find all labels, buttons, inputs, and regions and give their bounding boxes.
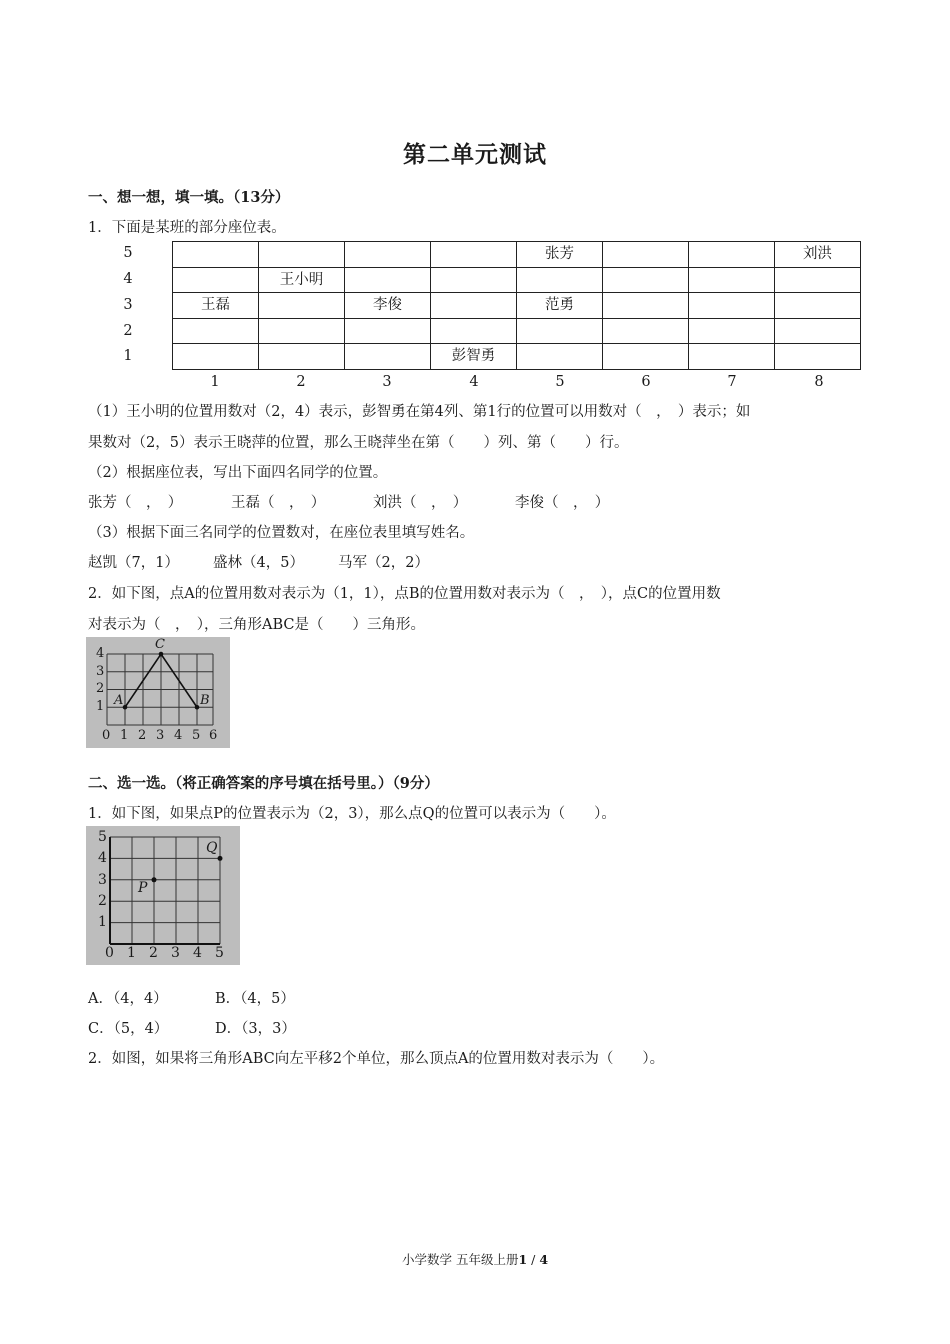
col-label-2: 2 [296, 374, 306, 390]
answer-liuhong: 刘洪（ ， ） [373, 495, 468, 511]
x-tick: 6 [209, 728, 218, 743]
row-label-1: 1 [123, 348, 133, 364]
triangle-figure [86, 637, 230, 748]
y-tick: 3 [96, 664, 105, 679]
x-tick: 0 [105, 945, 114, 961]
seat-cell [517, 318, 603, 344]
footer-page: 1 [518, 1252, 528, 1267]
seat-cell [259, 242, 345, 268]
point-a-label: A [114, 693, 124, 708]
x-tick: 1 [127, 945, 136, 961]
table-row [173, 293, 861, 319]
seat-cell [345, 242, 431, 268]
row-label-3: 3 [123, 297, 133, 313]
section2-heading: 二、选一选。（将正确答案的序号填在括号里。）（9分） [88, 775, 439, 792]
y-tick: 4 [98, 850, 107, 866]
seat-cell: 刘洪 [775, 242, 861, 268]
option-a: A．（4，4） [88, 991, 168, 1007]
row-label-4: 4 [123, 271, 133, 287]
table-row [173, 242, 861, 268]
point-c-label: C [155, 637, 165, 652]
y-tick: 2 [98, 893, 107, 909]
seat-cell [775, 267, 861, 293]
item-zhaokai: 赵凯（7，1） [88, 555, 179, 571]
q1-part1-line1: （1）王小明的位置用数对（2，4）表示，彭智勇在第4列、第1行的位置可以用数对（ ， ）表示；如 [88, 404, 751, 420]
row-label-2: 2 [123, 323, 133, 339]
seat-cell [431, 242, 517, 268]
answer-zhangfang: 张芳（ ， ） [88, 495, 183, 511]
y-tick: 1 [96, 699, 105, 714]
x-tick: 5 [215, 945, 224, 961]
seat-cell [431, 318, 517, 344]
q1-intro: 1．下面是某班的部分座位表。 [88, 220, 286, 236]
footer-total: 4 [539, 1252, 549, 1267]
seat-cell [431, 293, 517, 319]
table-row [173, 344, 861, 370]
seat-cell [345, 344, 431, 370]
page-footer [0, 1250, 950, 1268]
item-shenglin: 盛林（4，5） [213, 555, 304, 571]
option-b: B．（4，5） [215, 991, 295, 1007]
answer-wanglei: 王磊（ ， ） [231, 495, 326, 511]
seat-cell [689, 318, 775, 344]
seat-cell [259, 344, 345, 370]
seat-cell [603, 318, 689, 344]
seat-cell [345, 267, 431, 293]
x-tick: 5 [192, 728, 201, 743]
y-tick: 1 [98, 914, 107, 930]
seat-cell [173, 242, 259, 268]
seat-cell [603, 267, 689, 293]
seat-cell [345, 318, 431, 344]
q1-part2: （2）根据座位表，写出下面四名同学的位置。 [88, 465, 388, 481]
seat-cell: 范勇 [517, 293, 603, 319]
table-row [173, 318, 861, 344]
seat-cell [173, 318, 259, 344]
x-tick: 3 [171, 945, 180, 961]
q2-line2: 对表示为（ ， ），三角形ABC是（ ）三角形。 [88, 617, 425, 633]
seat-cell [517, 344, 603, 370]
option-d: D．（3，3） [215, 1021, 296, 1037]
seat-cell [603, 344, 689, 370]
col-label-1: 1 [210, 374, 220, 390]
col-label-5: 5 [555, 374, 565, 390]
col-label-8: 8 [814, 374, 824, 390]
s2-q2-text: 2．如图，如果将三角形ABC向左平移2个单位，那么顶点A的位置用数对表示为（ ）。 [88, 1051, 665, 1067]
seat-cell [689, 267, 775, 293]
x-tick: 1 [120, 728, 129, 743]
point-q-label: Q [206, 840, 218, 856]
point-b-label: B [200, 693, 210, 708]
seat-cell [603, 293, 689, 319]
page-title: 第二单元测试 [403, 141, 547, 168]
x-tick: 4 [174, 728, 183, 743]
seat-cell: 李俊 [345, 293, 431, 319]
col-label-6: 6 [641, 374, 651, 390]
footer-sep: / [527, 1252, 540, 1267]
seat-cell [775, 293, 861, 319]
col-label-3: 3 [382, 374, 392, 390]
seat-cell: 张芳 [517, 242, 603, 268]
seat-cell: 王小明 [259, 267, 345, 293]
col-label-4: 4 [469, 374, 479, 390]
seat-cell [259, 293, 345, 319]
seat-cell: 王磊 [173, 293, 259, 319]
x-tick: 0 [102, 728, 111, 743]
y-tick: 3 [98, 872, 107, 888]
x-tick: 2 [138, 728, 147, 743]
seat-cell [603, 242, 689, 268]
y-tick: 5 [98, 829, 107, 845]
footer-subject: 小学数学 五年级上册 [401, 1252, 519, 1267]
q1-part3: （3）根据下面三名同学的位置数对，在座位表里填写姓名。 [88, 525, 475, 541]
x-tick: 3 [156, 728, 165, 743]
pq-figure [86, 826, 240, 965]
s2-q1-text: 1．如下图，如果点P的位置表示为（2，3），那么点Q的位置可以表示为（ ）。 [88, 806, 616, 822]
seat-cell [259, 318, 345, 344]
table-row [173, 267, 861, 293]
seat-cell [775, 318, 861, 344]
q2-line1: 2．如下图，点A的位置用数对表示为（1，1），点B的位置用数对表示为（ ， ），点C的位置用数 [88, 586, 721, 602]
seat-cell: 彭智勇 [431, 344, 517, 370]
col-label-7: 7 [727, 374, 737, 390]
section1-heading: 一、想一想，填一填。（13分） [88, 189, 290, 206]
seat-cell [431, 267, 517, 293]
y-tick: 2 [96, 681, 105, 696]
seat-cell [517, 267, 603, 293]
seat-cell [775, 344, 861, 370]
item-majun: 马军（2，2） [338, 555, 429, 571]
seat-cell [689, 344, 775, 370]
seat-cell [689, 242, 775, 268]
option-c: C．（5，4） [88, 1021, 169, 1037]
row-label-5: 5 [123, 245, 133, 261]
q1-part1-line2: 果数对（2，5）表示王晓萍的位置，那么王晓萍坐在第（ ）列、第（ ）行。 [88, 435, 629, 451]
answer-lijun: 李俊（ ， ） [515, 495, 610, 511]
seating-table [172, 241, 861, 370]
seat-cell [689, 293, 775, 319]
seat-cell [173, 267, 259, 293]
y-tick: 4 [96, 646, 105, 661]
x-tick: 4 [193, 945, 202, 961]
x-tick: 2 [149, 945, 158, 961]
point-p-label: P [138, 880, 148, 896]
seat-cell [173, 344, 259, 370]
